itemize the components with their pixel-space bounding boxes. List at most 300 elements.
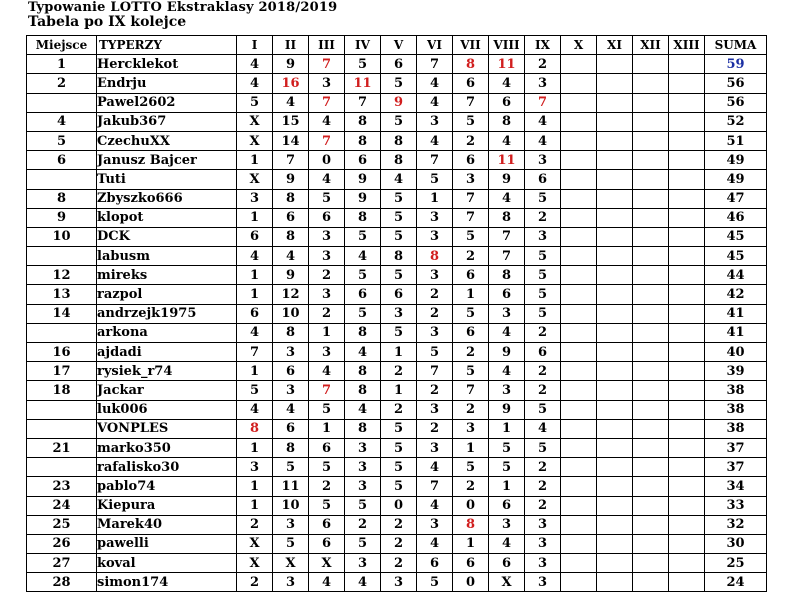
player-name-cell: klopot: [97, 208, 237, 227]
header-row: [27, 36, 767, 55]
player-name-cell: arkona: [97, 323, 237, 342]
round-score-cell: 5: [453, 458, 489, 477]
rank-cell: 4: [27, 112, 97, 131]
round-score-cell: 7: [237, 343, 273, 362]
round-score-cell: [669, 55, 705, 74]
round-score-cell: 5: [273, 534, 309, 553]
round-score-cell: 9: [345, 170, 381, 189]
round-score-cell: 1: [237, 266, 273, 285]
round-score-cell: 3: [309, 285, 345, 304]
round-score-cell: [633, 419, 669, 438]
table-row: [27, 285, 767, 304]
table-row: [27, 93, 767, 112]
round-score-cell: 5: [237, 381, 273, 400]
table-row: [27, 189, 767, 208]
round-score-cell: [669, 554, 705, 573]
rank-cell: 12: [27, 266, 97, 285]
round-score-cell: 3: [237, 189, 273, 208]
round-score-cell: X: [273, 554, 309, 573]
round-score-cell: 8: [453, 55, 489, 74]
round-score-cell: 6: [525, 343, 561, 362]
round-score-cell: 4: [417, 74, 453, 93]
total-score-cell: 51: [705, 131, 767, 150]
total-score-cell: 46: [705, 208, 767, 227]
round-score-cell: 2: [381, 400, 417, 419]
round-score-cell: 5: [309, 496, 345, 515]
player-name-cell: Janusz Bajcer: [97, 151, 237, 170]
table-row: [27, 131, 767, 150]
round-score-cell: 1: [237, 151, 273, 170]
table-row: [27, 419, 767, 438]
round-score-cell: 6: [489, 93, 525, 112]
round-score-cell: 8: [237, 419, 273, 438]
round-score-cell: 4: [417, 496, 453, 515]
total-score-cell: 56: [705, 74, 767, 93]
round-score-cell: 2: [309, 477, 345, 496]
round-score-cell: 6: [273, 362, 309, 381]
round-score-cell: 3: [525, 573, 561, 592]
round-score-cell: 5: [453, 362, 489, 381]
table-row: [27, 534, 767, 553]
column-header-round: VII: [453, 36, 489, 55]
table-row: [27, 496, 767, 515]
round-score-cell: 3: [489, 381, 525, 400]
round-score-cell: 7: [417, 151, 453, 170]
round-score-cell: [561, 381, 597, 400]
round-score-cell: 5: [381, 458, 417, 477]
round-score-cell: [633, 266, 669, 285]
round-score-cell: [669, 304, 705, 323]
round-score-cell: 4: [417, 534, 453, 553]
round-score-cell: 3: [525, 74, 561, 93]
round-score-cell: [669, 285, 705, 304]
round-score-cell: 5: [525, 189, 561, 208]
total-score-cell: 24: [705, 573, 767, 592]
round-score-cell: 8: [489, 112, 525, 131]
round-score-cell: [561, 131, 597, 150]
round-score-cell: [597, 573, 633, 592]
table-row: [27, 151, 767, 170]
column-header-round: IV: [345, 36, 381, 55]
round-score-cell: 5: [345, 227, 381, 246]
round-score-cell: [561, 112, 597, 131]
round-score-cell: 4: [273, 400, 309, 419]
round-score-cell: [561, 477, 597, 496]
total-score-cell: 34: [705, 477, 767, 496]
round-score-cell: 2: [309, 266, 345, 285]
round-score-cell: 4: [417, 93, 453, 112]
round-score-cell: 7: [309, 93, 345, 112]
round-score-cell: 2: [237, 573, 273, 592]
round-score-cell: 0: [309, 151, 345, 170]
round-score-cell: 5: [489, 438, 525, 457]
round-score-cell: 6: [309, 208, 345, 227]
round-score-cell: 6: [237, 227, 273, 246]
round-score-cell: [597, 131, 633, 150]
round-score-cell: 7: [489, 247, 525, 266]
rank-cell: 9: [27, 208, 97, 227]
round-score-cell: 5: [309, 400, 345, 419]
total-score-cell: 49: [705, 151, 767, 170]
round-score-cell: 4: [237, 247, 273, 266]
rank-cell: 27: [27, 554, 97, 573]
round-score-cell: 5: [381, 266, 417, 285]
round-score-cell: 6: [273, 208, 309, 227]
rank-cell: 16: [27, 343, 97, 362]
round-score-cell: 1: [237, 285, 273, 304]
round-score-cell: 5: [345, 534, 381, 553]
round-score-cell: 1: [237, 438, 273, 457]
round-score-cell: 3: [453, 170, 489, 189]
table-row: [27, 343, 767, 362]
table-row: [27, 515, 767, 534]
round-score-cell: 9: [273, 266, 309, 285]
round-score-cell: [561, 170, 597, 189]
round-score-cell: 5: [381, 438, 417, 457]
round-score-cell: [561, 227, 597, 246]
table-row: [27, 247, 767, 266]
round-score-cell: 4: [345, 247, 381, 266]
round-score-cell: [597, 266, 633, 285]
round-score-cell: 5: [525, 438, 561, 457]
round-score-cell: 2: [381, 534, 417, 553]
round-score-cell: 3: [525, 554, 561, 573]
round-score-cell: [597, 112, 633, 131]
round-score-cell: 6: [453, 74, 489, 93]
round-score-cell: [633, 438, 669, 457]
round-score-cell: [597, 496, 633, 515]
round-score-cell: [597, 304, 633, 323]
rank-cell: 14: [27, 304, 97, 323]
round-score-cell: 3: [309, 74, 345, 93]
round-score-cell: [561, 343, 597, 362]
rank-cell: 5: [27, 131, 97, 150]
round-score-cell: [561, 573, 597, 592]
round-score-cell: 2: [309, 304, 345, 323]
round-score-cell: 4: [489, 74, 525, 93]
round-score-cell: 8: [381, 131, 417, 150]
round-score-cell: [669, 227, 705, 246]
round-score-cell: 6: [489, 554, 525, 573]
total-score-cell: 38: [705, 419, 767, 438]
round-score-cell: 8: [381, 247, 417, 266]
round-score-cell: 9: [273, 55, 309, 74]
round-score-cell: 1: [381, 343, 417, 362]
round-score-cell: [561, 266, 597, 285]
round-score-cell: 4: [525, 112, 561, 131]
round-score-cell: 9: [489, 400, 525, 419]
player-name-cell: Jakub367: [97, 112, 237, 131]
round-score-cell: [561, 189, 597, 208]
player-name-cell: rafalisko30: [97, 458, 237, 477]
rank-cell: 13: [27, 285, 97, 304]
table-row: [27, 477, 767, 496]
rank-cell: 18: [27, 381, 97, 400]
round-score-cell: 8: [417, 247, 453, 266]
round-score-cell: 4: [237, 74, 273, 93]
round-score-cell: 1: [417, 189, 453, 208]
table-row: [27, 458, 767, 477]
round-score-cell: 4: [345, 573, 381, 592]
player-name-cell: luk006: [97, 400, 237, 419]
rank-cell: [27, 247, 97, 266]
round-score-cell: [561, 554, 597, 573]
player-name-cell: pawelli: [97, 534, 237, 553]
round-score-cell: 7: [309, 55, 345, 74]
round-score-cell: 2: [453, 247, 489, 266]
column-header-round: I: [237, 36, 273, 55]
round-score-cell: [633, 151, 669, 170]
round-score-cell: [597, 323, 633, 342]
round-score-cell: [561, 151, 597, 170]
round-score-cell: [669, 247, 705, 266]
round-score-cell: [597, 93, 633, 112]
round-score-cell: [561, 285, 597, 304]
round-score-cell: 7: [453, 189, 489, 208]
round-score-cell: 6: [309, 515, 345, 534]
round-score-cell: 1: [237, 477, 273, 496]
table-row: [27, 112, 767, 131]
round-score-cell: [669, 208, 705, 227]
table-row: [27, 304, 767, 323]
round-score-cell: 14: [273, 131, 309, 150]
round-score-cell: [669, 343, 705, 362]
round-score-cell: [669, 74, 705, 93]
rank-cell: 25: [27, 515, 97, 534]
round-score-cell: [633, 323, 669, 342]
round-score-cell: [669, 515, 705, 534]
round-score-cell: 4: [237, 400, 273, 419]
table-row: [27, 381, 767, 400]
round-score-cell: 7: [345, 93, 381, 112]
round-score-cell: 2: [237, 515, 273, 534]
round-score-cell: 3: [381, 573, 417, 592]
round-score-cell: 1: [453, 534, 489, 553]
round-score-cell: 5: [345, 304, 381, 323]
round-score-cell: 4: [237, 323, 273, 342]
round-score-cell: [669, 477, 705, 496]
total-score-cell: 32: [705, 515, 767, 534]
column-header-name: TYPERZY: [97, 36, 237, 55]
round-score-cell: 7: [309, 381, 345, 400]
round-score-cell: 6: [309, 534, 345, 553]
round-score-cell: 9: [345, 189, 381, 208]
round-score-cell: 7: [525, 93, 561, 112]
total-score-cell: 41: [705, 304, 767, 323]
round-score-cell: 4: [345, 400, 381, 419]
round-score-cell: [633, 93, 669, 112]
round-score-cell: [633, 573, 669, 592]
round-score-cell: 6: [453, 266, 489, 285]
round-score-cell: 0: [381, 496, 417, 515]
round-score-cell: 5: [273, 458, 309, 477]
round-score-cell: 4: [309, 112, 345, 131]
round-score-cell: 3: [309, 227, 345, 246]
round-score-cell: [561, 247, 597, 266]
round-score-cell: 2: [381, 554, 417, 573]
round-score-cell: [669, 189, 705, 208]
round-score-cell: [669, 151, 705, 170]
round-score-cell: [561, 93, 597, 112]
round-score-cell: 3: [345, 458, 381, 477]
player-name-cell: pablo74: [97, 477, 237, 496]
round-score-cell: [597, 227, 633, 246]
player-name-cell: Kiepura: [97, 496, 237, 515]
rank-cell: [27, 93, 97, 112]
round-score-cell: [597, 438, 633, 457]
round-score-cell: 1: [309, 323, 345, 342]
round-score-cell: X: [237, 554, 273, 573]
round-score-cell: [633, 55, 669, 74]
player-name-cell: Endrju: [97, 74, 237, 93]
round-score-cell: 0: [453, 573, 489, 592]
round-score-cell: 9: [489, 343, 525, 362]
player-name-cell: Marek40: [97, 515, 237, 534]
table-row: [27, 266, 767, 285]
round-score-cell: 6: [381, 285, 417, 304]
round-score-cell: 6: [237, 304, 273, 323]
round-score-cell: 2: [525, 381, 561, 400]
round-score-cell: X: [489, 573, 525, 592]
round-score-cell: 6: [525, 170, 561, 189]
table-row: [27, 362, 767, 381]
round-score-cell: 5: [345, 55, 381, 74]
round-score-cell: [597, 285, 633, 304]
round-score-cell: 3: [417, 515, 453, 534]
round-score-cell: 9: [381, 93, 417, 112]
round-score-cell: 5: [381, 419, 417, 438]
round-score-cell: [669, 131, 705, 150]
round-score-cell: [633, 74, 669, 93]
standings-table: [26, 35, 767, 592]
round-score-cell: [561, 419, 597, 438]
round-score-cell: 6: [381, 55, 417, 74]
round-score-cell: [633, 343, 669, 362]
round-score-cell: 7: [417, 477, 453, 496]
round-score-cell: 3: [525, 534, 561, 553]
round-score-cell: 8: [345, 362, 381, 381]
column-header-round: IX: [525, 36, 561, 55]
round-score-cell: [561, 515, 597, 534]
round-score-cell: 1: [309, 419, 345, 438]
total-score-cell: 44: [705, 266, 767, 285]
round-score-cell: 5: [237, 93, 273, 112]
round-score-cell: 4: [273, 247, 309, 266]
round-score-cell: 7: [489, 227, 525, 246]
round-score-cell: 5: [453, 227, 489, 246]
round-score-cell: 11: [345, 74, 381, 93]
round-score-cell: 2: [525, 208, 561, 227]
round-score-cell: 5: [453, 304, 489, 323]
player-name-cell: DCK: [97, 227, 237, 246]
round-score-cell: 8: [345, 381, 381, 400]
round-score-cell: 6: [453, 151, 489, 170]
total-score-cell: 59: [705, 55, 767, 74]
player-name-cell: razpol: [97, 285, 237, 304]
round-score-cell: X: [237, 131, 273, 150]
total-score-cell: 25: [705, 554, 767, 573]
round-score-cell: 3: [417, 323, 453, 342]
round-score-cell: [597, 400, 633, 419]
round-score-cell: 5: [453, 112, 489, 131]
rank-cell: [27, 170, 97, 189]
round-score-cell: [669, 266, 705, 285]
round-score-cell: [633, 170, 669, 189]
rank-cell: 23: [27, 477, 97, 496]
round-score-cell: 4: [489, 534, 525, 553]
table-row: [27, 400, 767, 419]
rank-cell: [27, 400, 97, 419]
player-name-cell: VONPLES: [97, 419, 237, 438]
round-score-cell: 2: [453, 400, 489, 419]
player-name-cell: Zbyszko666: [97, 189, 237, 208]
round-score-cell: 9: [273, 170, 309, 189]
round-score-cell: 1: [489, 477, 525, 496]
total-score-cell: 49: [705, 170, 767, 189]
round-score-cell: 8: [381, 151, 417, 170]
round-score-cell: [597, 208, 633, 227]
round-score-cell: 5: [489, 458, 525, 477]
round-score-cell: 11: [273, 477, 309, 496]
round-score-cell: 3: [525, 515, 561, 534]
round-score-cell: [669, 400, 705, 419]
round-score-cell: 5: [381, 227, 417, 246]
round-score-cell: [597, 534, 633, 553]
table-body: [27, 55, 767, 592]
total-score-cell: 37: [705, 458, 767, 477]
column-header-sum: SUMA: [705, 36, 767, 55]
round-score-cell: 2: [525, 55, 561, 74]
total-score-cell: 33: [705, 496, 767, 515]
player-name-cell: rysiek_r74: [97, 362, 237, 381]
round-score-cell: [633, 554, 669, 573]
player-name-cell: koval: [97, 554, 237, 573]
rank-cell: 21: [27, 438, 97, 457]
column-header-round: II: [273, 36, 309, 55]
round-score-cell: 8: [489, 266, 525, 285]
round-score-cell: 4: [489, 323, 525, 342]
total-score-cell: 42: [705, 285, 767, 304]
round-score-cell: [633, 534, 669, 553]
round-score-cell: X: [237, 170, 273, 189]
round-score-cell: 2: [453, 343, 489, 362]
round-score-cell: [597, 74, 633, 93]
rank-cell: [27, 323, 97, 342]
round-score-cell: 2: [525, 362, 561, 381]
round-score-cell: 5: [381, 112, 417, 131]
round-score-cell: 8: [345, 323, 381, 342]
round-score-cell: [597, 189, 633, 208]
round-score-cell: 7: [417, 55, 453, 74]
table-row: [27, 227, 767, 246]
round-score-cell: 5: [525, 247, 561, 266]
round-score-cell: [597, 419, 633, 438]
total-score-cell: 45: [705, 227, 767, 246]
round-score-cell: [561, 362, 597, 381]
round-score-cell: 6: [453, 323, 489, 342]
round-score-cell: 4: [309, 170, 345, 189]
round-score-cell: X: [309, 554, 345, 573]
column-header-round: VIII: [489, 36, 525, 55]
round-score-cell: 5: [381, 74, 417, 93]
round-score-cell: [669, 362, 705, 381]
round-score-cell: 6: [489, 285, 525, 304]
round-score-cell: 3: [525, 151, 561, 170]
round-score-cell: 5: [309, 458, 345, 477]
round-score-cell: [633, 362, 669, 381]
total-score-cell: 41: [705, 323, 767, 342]
rank-cell: 10: [27, 227, 97, 246]
